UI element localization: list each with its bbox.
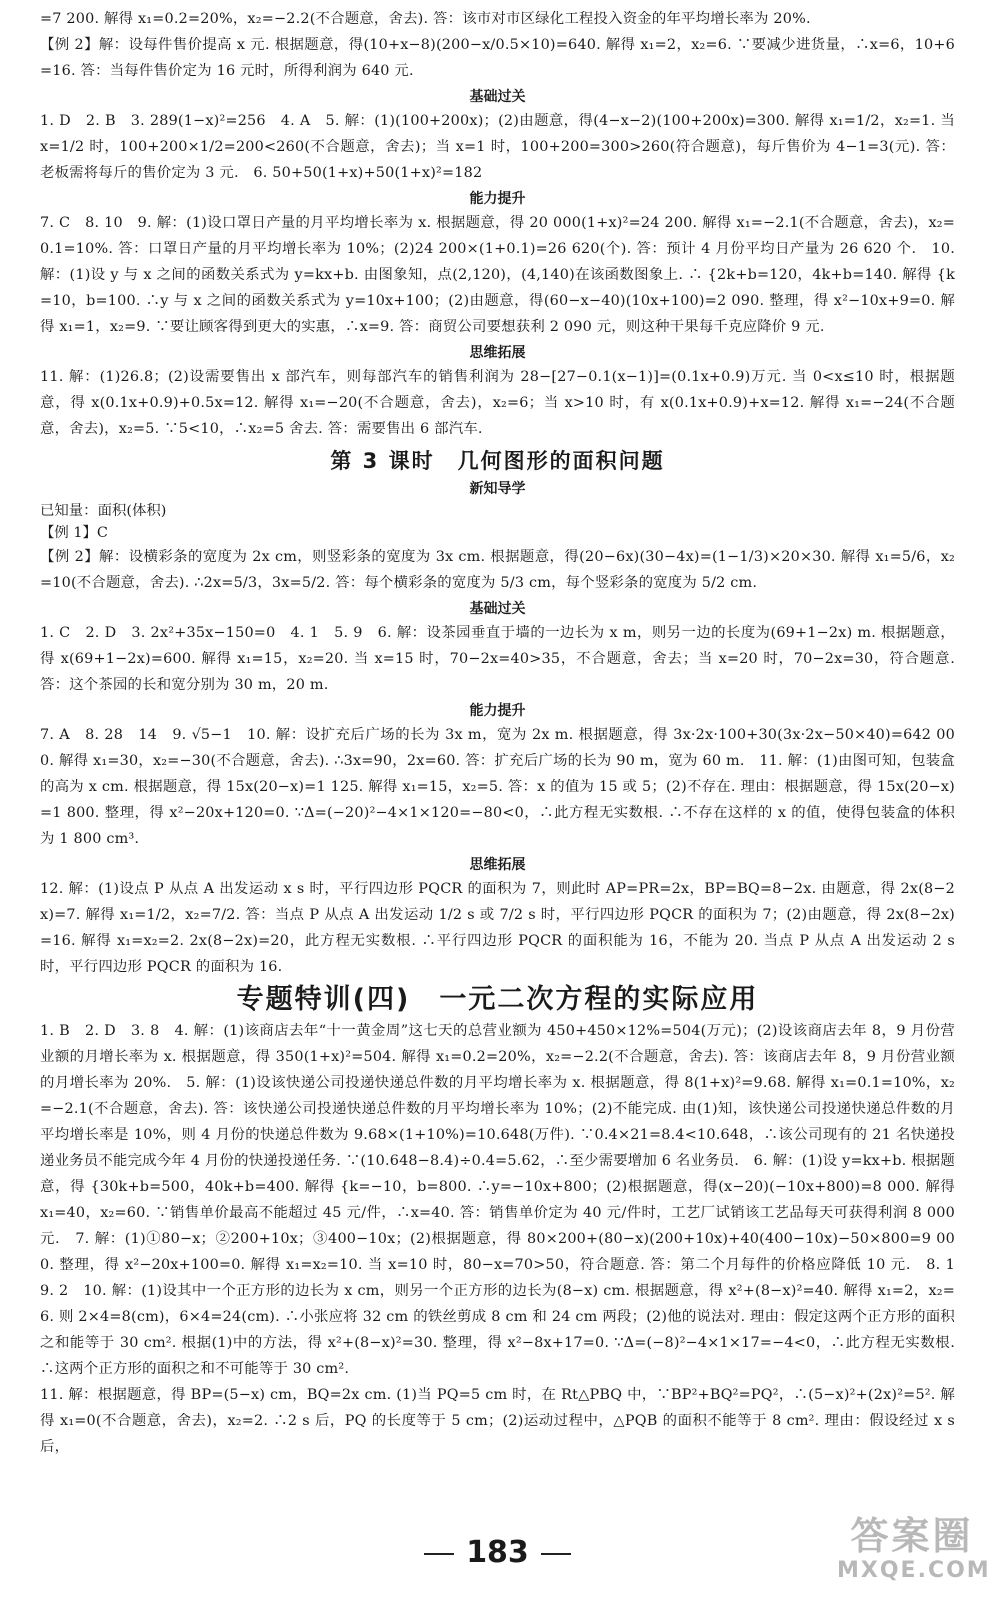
section-heading: 基础过关: [469, 89, 526, 105]
section-heading: 新知导学: [469, 481, 526, 497]
site-watermark-logo: [837, 1514, 991, 1592]
right-dash: [541, 1553, 571, 1555]
section-heading: 能力提升: [469, 191, 526, 207]
section-heading: 能力提升: [469, 703, 526, 719]
watermark-top: 答案圈: [850, 1514, 974, 1558]
page-number-text: 183: [466, 1535, 529, 1570]
answer-line: 已知量：面积(体积): [40, 503, 167, 519]
section-heading: 基础过关: [469, 601, 526, 617]
left-dash: [424, 1553, 454, 1555]
section-heading: 思维拓展: [469, 857, 526, 873]
answer-paragraph: 11. 解：根据题意，得 BP=(5−x) cm，BQ=2x cm. (1)当 PQ=5 cm 时，在 Rt△PBQ 中，∵BP²+BQ²=PQ²，∴(5−x)²+(2x)²=5². 解得 x₁=0(不合题意，舍去)，x₂=2. ∴2 s 后，PQ 的长度等于 5 cm；(2)运动过程中，△PQB 的面积不能等于 8 cm². 理由：假设经过 x s 后，: [40, 1387, 955, 1455]
lesson-title: 第 3 课时 几何图形的面积问题: [330, 449, 665, 473]
answer-paragraph: 11. 解：(1)26.8；(2)设需要售出 x 部汽车，则每部汽车的销售利润为 28−[27−0.1(x−1)]=(0.1x+0.9)万元. 当 0<x≤10 时，根据题意，得 x(0.1x+0.9)+0.5x=12. 解得 x₁=−20(不合题意，舍去)，x₂=6；当 x>10 时，有 x(0.1x+0.9)+x=12. 解得 x₁=−24(不合题意，舍去)，x₂=5. ∵5<10，∴x₂=5 舍去. 答：需要售出 6 部汽车.: [40, 369, 955, 437]
answer-paragraph: 1. B 2. D 3. 8 4. 解：(1)该商店去年“十一黄金周”这七天的总营业额为 450+450×12%=504(万元)；(2)设该商店去年 8，9 月份营业额的月增长率为 x. 根据题意，得 350(1+x)²=504. 解得 x₁=0.2=20%，x₂=−2.2(不合题意，舍去). 答：该商店去年 8，9 月份营业额的月增长率为 20%. 5. 解：(1)设该快递公司投递快递总件数的月平均增长率为 x. 根据题意，得 8(1+x)²=9.68. 解得 x₁=0.1=10%，x₂=−2.1(不合题意，舍去). 答：该快递公司投递快递总件数的月平均增长率为 10%；(2)不能完成. 由(1)知，该快递公司投递快递总件数的月平均增长率是 10%，则 4 月份的快递总件数为 9.68×(1+10%)=10.648(万件). ∵0.4×21=8.4<10.648，∴该公司现有的 21 名快递投递业务员不能完成今年 4 月份的快递投递任务. ∵(10.648−8.4)÷0.4=5.62，∴至少需要增加 6 名业务员. 6. 解：(1)设 y=kx+b. 根据题意，得 {30k+b=500，40k+b=400. 解得 {k=−10，b=800. ∴y=−10x+800；(2)根据题意，得(x−20)(−10x+800)=8 000. 解得 x₁=40，x₂=60. ∵销售单价最高不能超过 45 元/件，∴x=40. 答：销售单价定为 40 元/件时，工艺厂试销该工艺品每天可获得利润 8 000 元. 7. 解：(1)①80−x；②200+10x；③400−10x；(2)根据题意，得 80×200+(80−x)(200+10x)+40(400−10x)−50×800=9 000. 整理，得 x²−20x+100=0. 解得 x₁=x₂=10. 当 x=10 时，80−x=70>50，符合题意. 答：第二个月每件的价格应降低 10 元. 8. 1 9. 2 10. 解：(1)设其中一个正方形的边长为 x cm，则另一个正方形的边长为(8−x) cm. 根据题意，得 x²+(8−x)²=40. 解得 x₁=2，x₂=6. 则 2×4=8(cm)，6×4=24(cm). ∴小张应将 32 cm 的铁丝剪成 8 cm 和 24 cm 两段；(2)他的说法对. 理由：假定这两个正方形的面积之和能等于 30 cm². 根据(1)中的方法，得 x²+(8−x)²=30. 整理，得 x²−8x+17=0. ∵Δ=(−8)²−4×1×17=−4<0，∴此方程无实数根. ∴这两个正方形的面积之和不可能等于 30 cm².: [40, 1023, 970, 1377]
answer-paragraph: 【例 2】解：设横彩条的宽度为 2x cm，则竖彩条的宽度为 3x cm. 根据题意，得(20−6x)(30−4x)=(1−1/3)×20×30. 解得 x₁=5/6，x₂=10(不合题意，舍去). ∴2x=5/3，3x=5/2. 答：每个横彩条的宽度为 5/3 cm，每个竖彩条的宽度为 5/2 cm.: [40, 549, 955, 591]
answer-paragraph: 7. C 8. 10 9. 解：(1)设口罩日产量的月平均增长率为 x. 根据题意，得 20 000(1+x)²=24 200. 解得 x₁=−2.1(不合题意，舍去)，x₂=0.1=10%. 答：口罩日产量的月平均增长率为 10%；(2)24 200×(1+0.1)=26 620(个). 答：预计 4 月份平均日产量为 26 620 个. 10. 解：(1)设 y 与 x 之间的函数关系式为 y=kx+b. 由图象知，点(2,120)，(4,140)在该函数图象上. ∴ {2k+b=120，4k+b=140. 解得 {k=10，b=100. ∴y 与 x 之间的函数关系式为 y=10x+100；(2)由题意，得(60−x−40)(10x+100)=2 090. 整理，得 x²−10x+9=0. 解得 x₁=1，x₂=9. ∵要让顾客得到更大的实惠，∴x=9. 答：商贸公司要想获利 2 090 元，则这种干果每千克应降价 9 元.: [40, 215, 955, 335]
answer-paragraph: 1. D 2. B 3. 289(1−x)²=256 4. A 5. 解：(1)(100+200x)；(2)由题意，得(4−x−2)(100+200x)=300. 解得 x₁=1/2，x₂=1. 当 x=1/2 时，100+200×1/2=200<260(不合题意，舍去)；当 x=1 时，100+200=300>260(符合题意)，每斤售价为 4−1=3(元). 答：老板需将每斤的售价定为 3 元. 6. 50+50(1+x)+50(1+x)²=182: [40, 113, 955, 181]
special-topic-title: 专题特训(四) 一元二次方程的实际应用: [236, 984, 759, 1015]
answer-paragraph: 7. A 8. 28 14 9. √5−1 10. 解：设扩充后广场的长为 3x m，宽为 2x m. 根据题意，得 3x·2x·100+30(3x·2x−50×40)=642 000. 解得 x₁=30，x₂=−30(不合题意，舍去). ∴3x=90，2x=60. 答：扩充后广场的长为 90 m，宽为 60 m. 11. 解：(1)由图可知，包装盒的高为 x cm. 根据题意，得 15x(20−x)=1 125. 解得 x₁=15，x₂=5. 答：x 的值为 15 或 5；(2)不存在. 理由：根据题意，得 15x(20−x)=1 800. 整理，得 x²−20x+120=0. ∵Δ=(−20)²−4×1×120=−80<0，∴此方程无实数根. ∴不存在这样的 x 的值，使得包装盒的体积为 1 800 cm³.: [40, 727, 955, 847]
section-heading: 思维拓展: [469, 345, 526, 361]
answer-page: [40, 6, 970, 1460]
watermark-bottom: MXQE.COM: [837, 1558, 991, 1583]
answer-paragraph: 【例 2】解：设每件售价提高 x 元. 根据题意，得(10+x−8)(200−x/0.5×10)=640. 解得 x₁=2，x₂=6. ∵要减少进货量，∴x=6，10+6=16. 答：当每件售价定为 16 元时，所得利润为 640 元.: [40, 37, 955, 79]
answer-paragraph: 1. C 2. D 3. 2x²+35x−150=0 4. 1 5. 9 6. 解：设茶园垂直于墙的一边长为 x m，则另一边的长度为(69+1−2x) m. 根据题意，得 x(69+1−2x)=600. 解得 x₁=15，x₂=20. 当 x=15 时，70−2x=40>35，不合题意，舍去；当 x=20 时，70−2x=30，符合题意. 答：这个茶园的长和宽分别为 30 m，20 m.: [40, 625, 955, 693]
answer-paragraph: =7 200. 解得 x₁=0.2=20%，x₂=−2.2(不合题意，舍去). 答：该市对市区绿化工程投入资金的年平均增长率为 20%.: [40, 11, 811, 27]
answer-paragraph: 12. 解：(1)设点 P 从点 A 出发运动 x s 时，平行四边形 PQCR 的面积为 7，则此时 AP=PR=2x，BP=BQ=8−2x. 由题意，得 2x(8−2x)=7. 解得 x₁=1/2，x₂=7/2. 答：当点 P 从点 A 出发运动 1/2 s 或 7/2 s 时，平行四边形 PQCR 的面积为 7；(2)由题意，得 2x(8−2x)=16. 解得 x₁=x₂=2. 2x(8−2x)=20，此方程无实数根. ∴平行四边形 PQCR 的面积能为 16，不能为 20. 当点 P 从点 A 出发运动 2 s 时，平行四边形 PQCR 的面积为 16.: [40, 881, 955, 975]
answer-line: 【例 1】C: [40, 525, 108, 541]
